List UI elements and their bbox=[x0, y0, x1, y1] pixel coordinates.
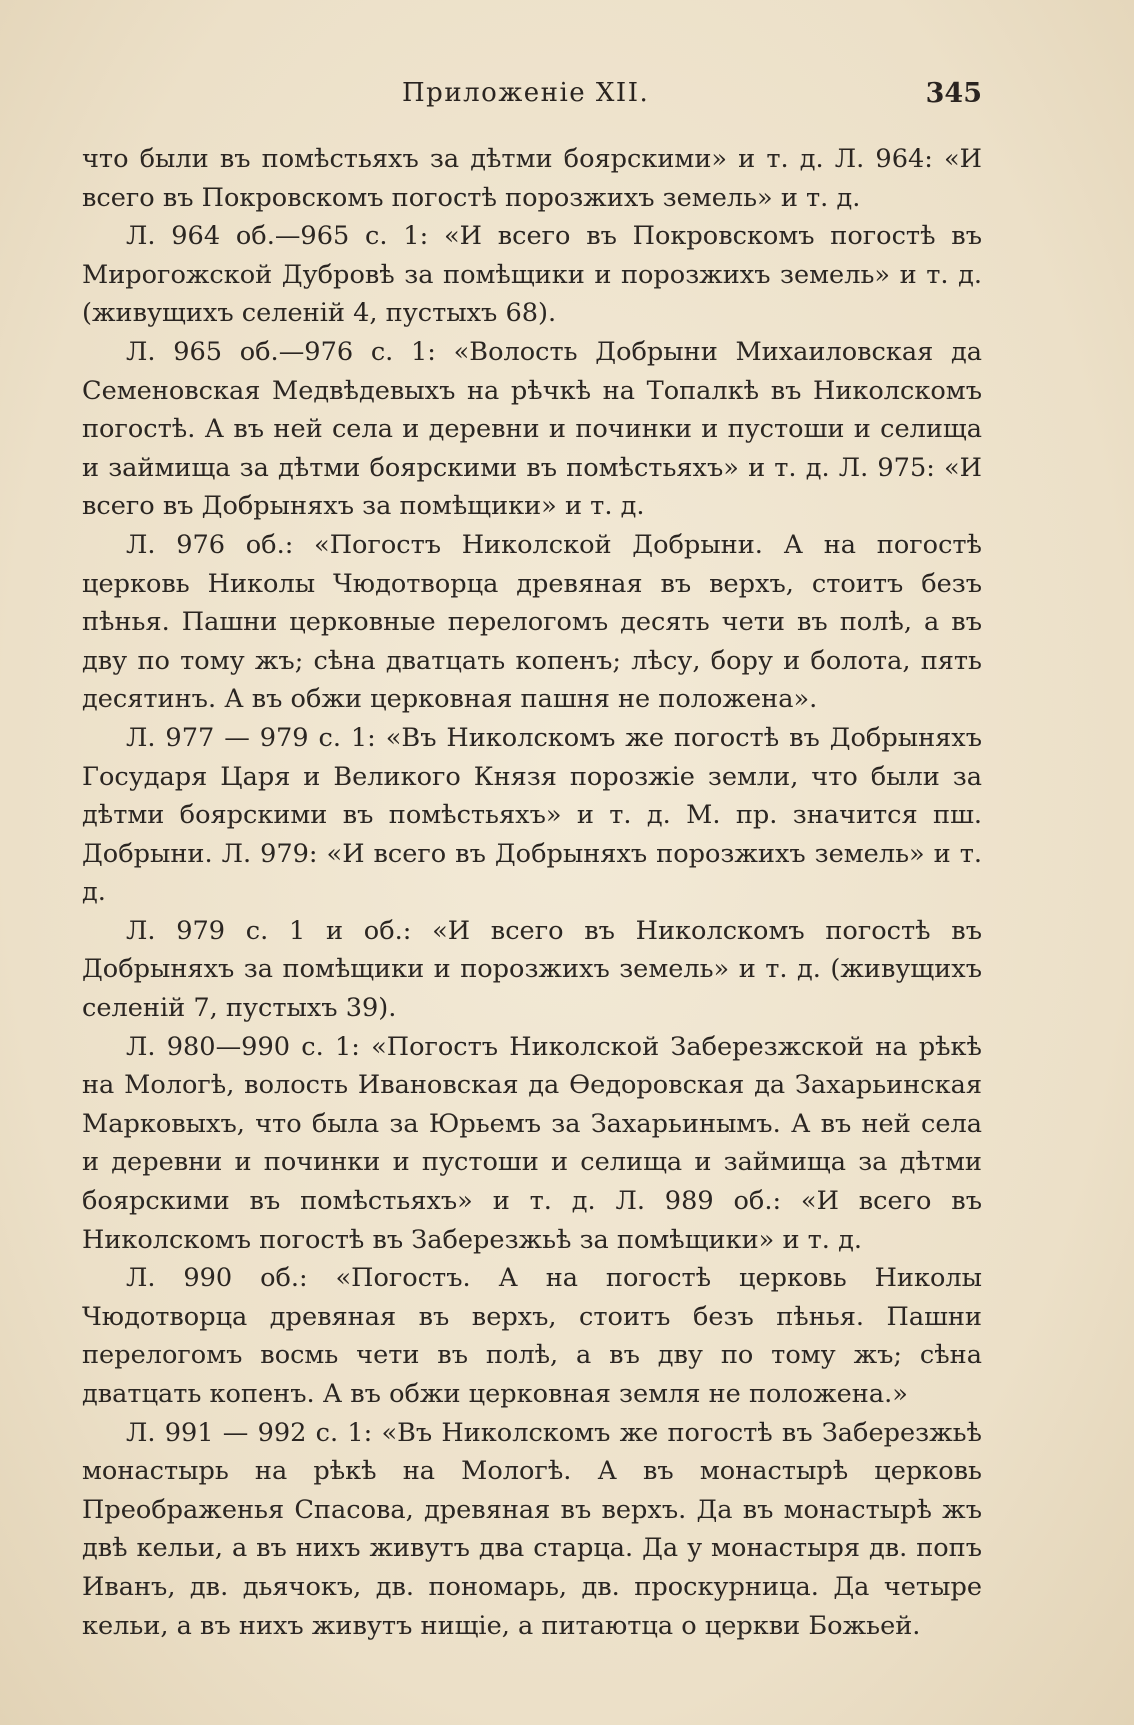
running-title: Приложенiе XII. bbox=[402, 78, 650, 108]
page-number: 345 bbox=[925, 78, 982, 109]
paragraph: Л. 979 с. 1 и об.: «И всего въ Николскомъ погостѣ въ Добрыняхъ за помѣщики и порозжихъ земель» и т. д. (живущихъ селенiй 7, пустыхъ 39). bbox=[82, 915, 982, 1024]
paragraph: Л. 964 об.—965 с. 1: «И всего въ Покровскомъ погостѣ въ Мирогожской Дубровѣ за помѣщики и порозжихъ земель» и т. д. (живущихъ селенiй 4, пустыхъ 68). bbox=[82, 221, 982, 329]
paragraph: Л. 990 об.: «Погостъ. А на погостѣ церковь Николы Чюдотворца древяная въ верхъ, стоитъ безъ пѣнья. Пашни перелогомъ восмь чети въ полѣ, а въ дву по тому жъ; сѣна дватцать копенъ. А въ обжи церковная земля не положена.» bbox=[82, 1263, 982, 1409]
paragraph: Л. 976 об.: «Погостъ Николской Добрыни. А на погостѣ церковь Николы Чюдотворца древяная въ верхъ, стоитъ безъ пѣнья. Пашни церковные перелогомъ десять чети въ полѣ, а въ дву по тому жъ; сѣна дватцать копенъ; лѣсу, бору и болота, пять десятинъ. А въ обжи церковная пашня не положена». bbox=[82, 529, 982, 715]
paragraph: Л. 991 — 992 с. 1: «Въ Николскомъ же погостѣ въ Заберезжьѣ монастырь на рѣкѣ на Мологѣ. А въ монастырѣ церковь Преображенья Спасова, древяная въ верхъ. Да въ монастырѣ жъ двѣ кельи, а въ нихъ живутъ два старца. Да у монастыря дв. попъ Иванъ, дв. дьячокъ, дв. пономарь, дв. проскурница. Да четыре кельи, а въ нихъ живутъ нищiе, а питаютца о церкви Божьей. bbox=[82, 1417, 982, 1641]
paragraph: Л. 965 об.—976 с. 1: «Волость Добрыни Михаиловская да Семеновская Медвѣдевыхъ на рѣчкѣ на Топалкѣ въ Николскомъ погостѣ. А въ ней села и деревни и починки и пустоши и селища и займища за дѣтми боярскими въ помѣстьяхъ» и т. д. Л. 975: «И всего въ Добрыняхъ за помѣщики» и т. д. bbox=[82, 336, 982, 522]
paragraph: Л. 980—990 с. 1: «Погостъ Николской Заберезжской на рѣкѣ на Мологѣ, волость Ивановская да Ѳедоровская да Захарьинская Марковыхъ, что была за Юрьемъ за Захарьинымъ. А въ ней села и деревни и починки и пустоши и селища и займища за дѣтми боярскими въ помѣстьяхъ» и т. д. Л. 989 об.: «И всего въ Николскомъ погостѣ въ Заберезжьѣ за помѣщики» и т. д. bbox=[82, 1031, 982, 1255]
page-body bbox=[82, 140, 982, 1645]
page-header bbox=[82, 78, 982, 118]
paragraph: Л. 977 — 979 с. 1: «Въ Николскомъ же погостѣ въ Добрыняхъ Государя Царя и Великого Князя порозжiе земли, что были за дѣтми боярскими въ помѣстьяхъ» и т. д. М. пр. значится пш. Добрыни. Л. 979: «И всего въ Добрыняхъ порозжихъ земель» и т. д. bbox=[82, 722, 982, 908]
paragraph: что были въ помѣстьяхъ за дѣтми боярскими» и т. д. Л. 964: «И всего въ Покровскомъ погостѣ порозжихъ земель» и т. д. bbox=[82, 144, 982, 213]
